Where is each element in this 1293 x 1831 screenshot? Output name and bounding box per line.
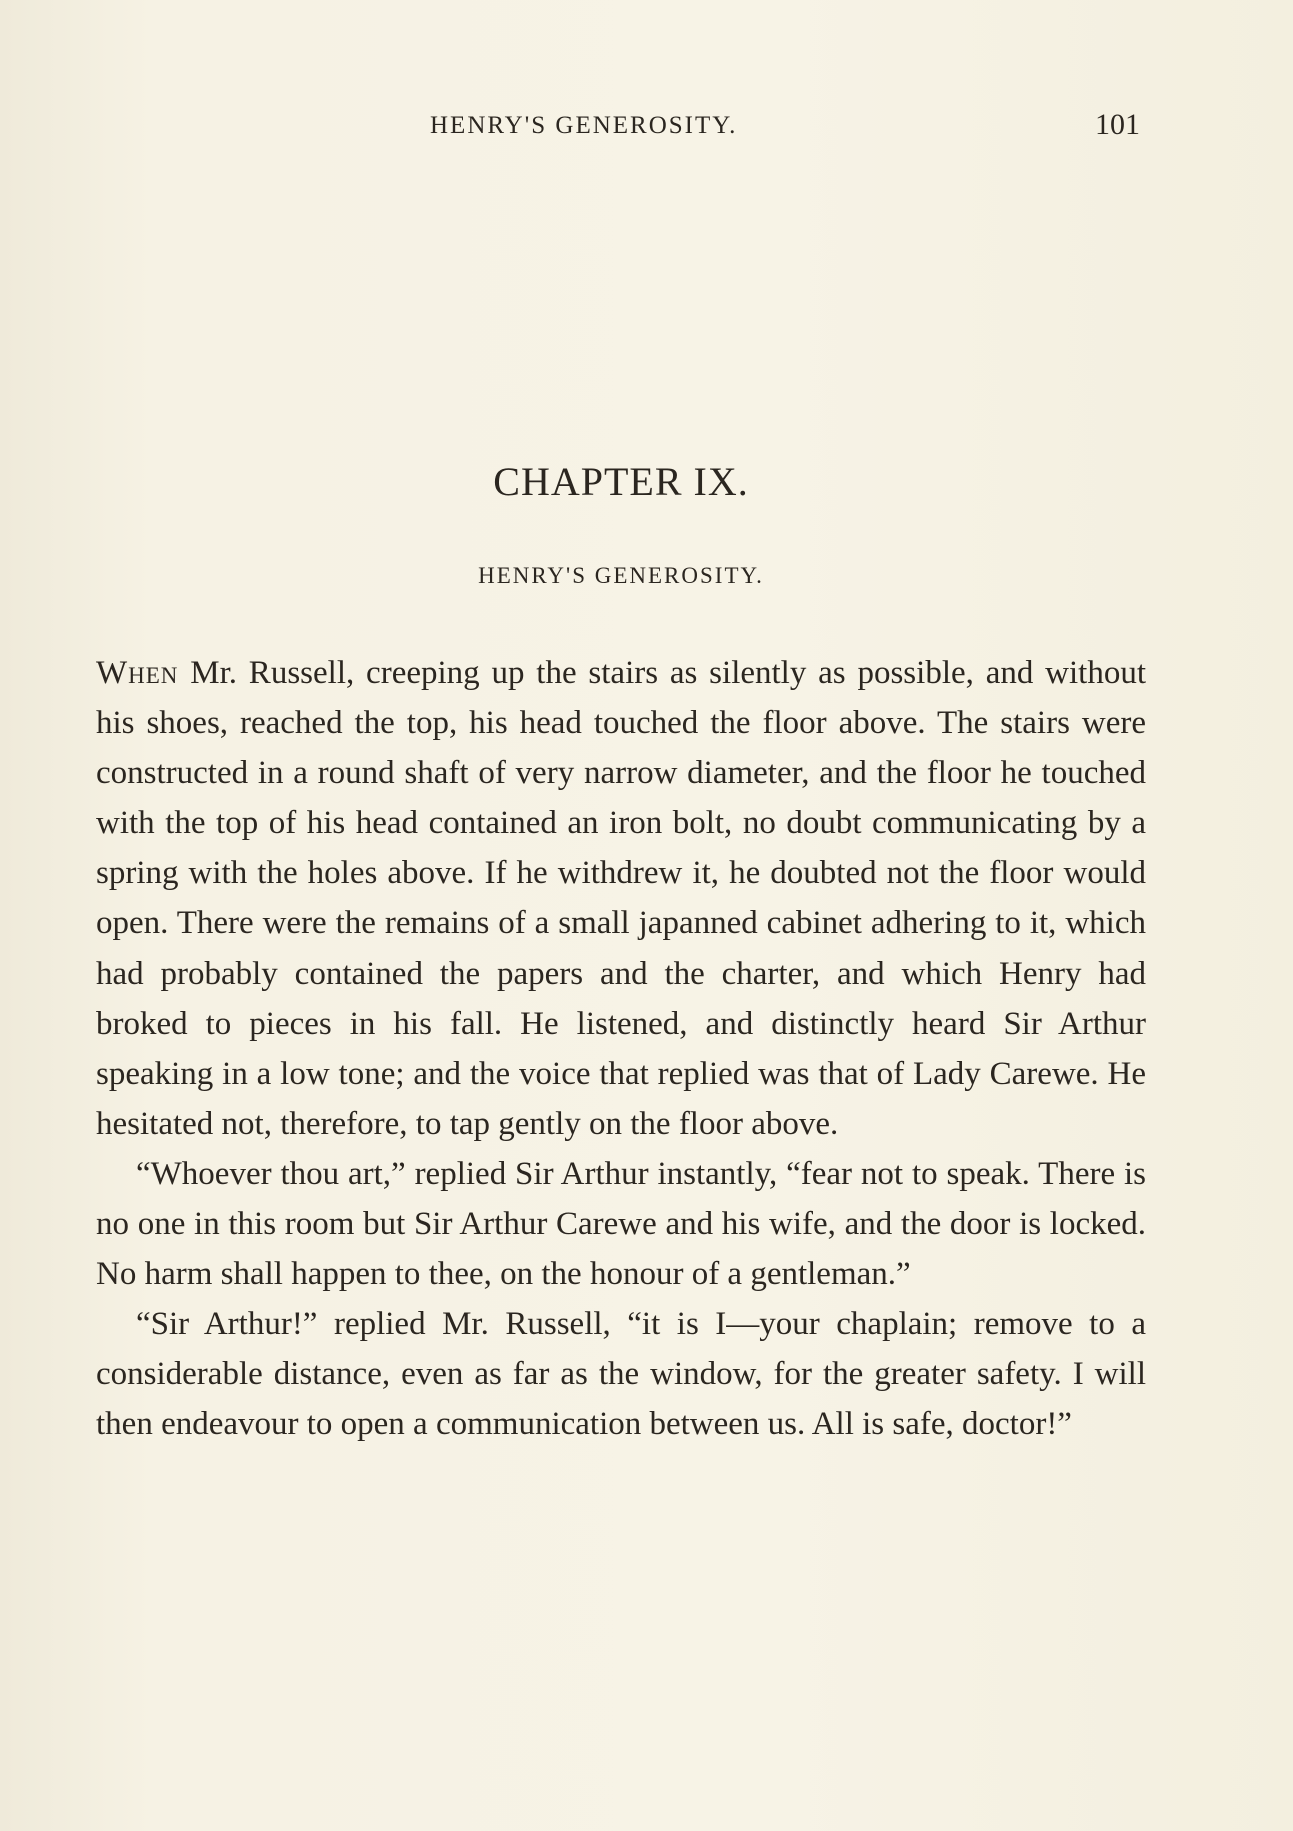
paragraph-text: Mr. Russell, creeping up the stairs as silently as possible, and without his shoes, reached the top, his head touched the floor above. The stairs were constructed in a round shaft of very narrow diameter, and the floor he touched with the top of his head contained an iron bolt, no doubt communicating by a spring with the holes above. If he withdrew it, he doubted not the floor would open. There were the remains of a small japanned cabinet adhering to it, which had probably contained the papers and the charter, and which Henry had broked to pieces in his fall. He listened, and distinctly heard Sir Arthur speaking in a low tone; and the voice that replied was that of Lady Carewe. He hesitated not, therefore, to tap gently on the floor above. [96,655,1146,1142]
body-text [96,648,1146,1450]
paragraph: “Sir Arthur!” replied Mr. Russell, “it is I—your chaplain; remove to a considerable distance, even as far as the window, for the greater safety. I will then endeavour to open a communication between us. All is safe, doctor!” [96,1306,1146,1443]
chapter-heading: CHAPTER IX. [493,459,749,504]
chapter-subtitle: HENRY'S GENEROSITY. [478,563,764,588]
page-number: 101 [1095,108,1140,141]
paragraph: “Whoever thou art,” replied Sir Arthur instantly, “fear not to speak. There is no one in this room but Sir Arthur Carewe and his wife, and the door is locked. No harm shall happen to thee, on the honour of a gentleman.” [96,1155,1146,1293]
running-head-title: HENRY'S GENEROSITY. [430,112,738,139]
running-head [96,108,1146,152]
paragraph [96,648,1146,1149]
lead-word: When [96,655,179,691]
